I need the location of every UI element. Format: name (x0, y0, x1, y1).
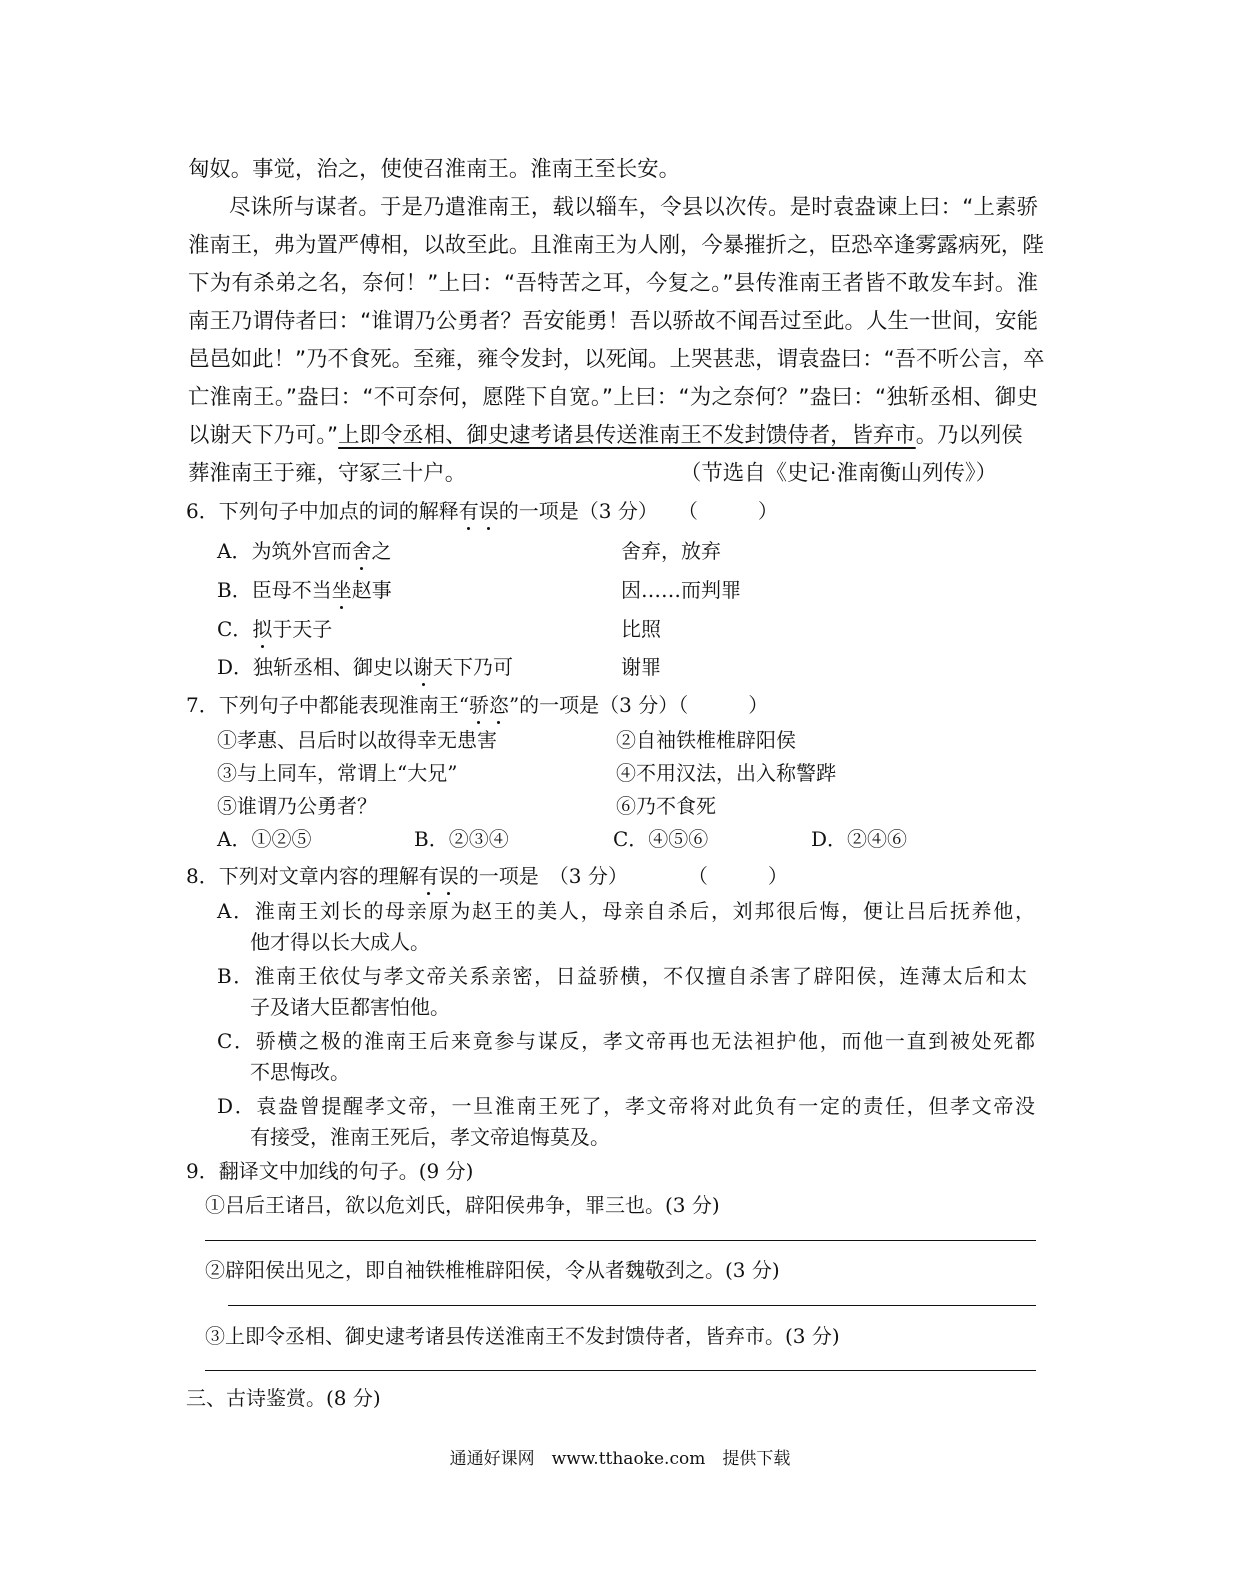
q6-option-a-explain: 舍弃，放弃 (621, 539, 721, 563)
q9-stem: 9．翻译文中加线的句子。(9 分) (186, 1159, 474, 1183)
q6-stem-post: 的一项是（3 分） （ ） (498, 499, 778, 523)
q9-answer-line-3[interactable] (205, 1370, 1036, 1371)
q9-answer-line-1[interactable] (205, 1240, 1036, 1241)
q6-c-dotted: 拟 (252, 617, 273, 641)
q6-option-b (217, 576, 392, 604)
passage-line-2: 尽诛所与谋者。于是乃遣淮南王，载以辎车，令县以次传。是时袁盎谏上曰：“上素骄 (229, 195, 1038, 220)
q6-option-d (217, 653, 513, 681)
q7-item-4: ④不用汉法，出入称警跸 (616, 761, 836, 785)
q9-answer-line-2[interactable] (228, 1305, 1036, 1306)
q6-dotted-2: 误 (478, 499, 499, 523)
q9-item-2: ②辟阳侯出见之，即自袖铁椎椎辟阳侯，令从者魏敬刭之。(3 分) (205, 1258, 780, 1282)
q8-option-d-line-2: 有接受，淮南王死后，孝文帝追悔莫及。 (250, 1125, 610, 1149)
q6-d-label: D．独斩丞相、御史以 (217, 655, 414, 679)
q6-b-label: B．臣母不当 (217, 578, 332, 602)
q8-option-a-line-1: A．淮南王刘长的母亲原为赵王的美人，母亲自杀后，刘邦很后悔，便让吕后抚养他， (217, 899, 1035, 923)
q6-a-after: 之 (371, 539, 392, 563)
q6-d-dotted: 谢 (413, 655, 434, 679)
underlined-sentence: 上即令丞相、御史逮考诸县传送淮南王不发封馈侍者，皆弃市 (338, 423, 916, 448)
passage-line-3: 淮南王，弗为置严傅相，以故至此。且淮南王为人刚，今暴摧折之，臣恐卒逢雾露病死，陛 (188, 233, 1044, 258)
q8-option-d-line-1: D．袁盎曾提醒孝文帝，一旦淮南王死了，孝文帝将对此负有一定的责任，但孝文帝没 (217, 1094, 1035, 1118)
passage-source: （节选自《史记·淮南衡山列传》） (680, 461, 997, 486)
q6-dotted-1: 有 (458, 499, 479, 523)
q7-item-3: ③与上同车，常谓上“大兄” (217, 761, 458, 785)
q8-option-b-line-1: B．淮南王依仗与孝文帝关系亲密，日益骄横，不仅擅自杀害了辟阳侯，连薄太后和太 (217, 964, 1027, 988)
q6-option-c-explain: 比照 (621, 617, 661, 641)
q8-stem-post: 的一项是 （3 分） （ ） (458, 864, 788, 888)
passage-line-8-post: 。乃以列侯 (915, 423, 1023, 448)
q6-b-after: 赵事 (351, 578, 392, 602)
q7-item-2: ②自袖铁椎椎辟阳侯 (616, 728, 796, 752)
q7-dotted-1: 骄 (468, 693, 489, 717)
q7-item-5: ⑤谁谓乃公勇者？ (217, 794, 377, 818)
q6-option-d-explain: 谢罪 (621, 655, 661, 679)
q7-choice-c: C．④⑤⑥ (613, 827, 709, 851)
q6-option-a (217, 537, 391, 565)
q7-stem (186, 691, 768, 719)
q9-item-1: ①吕后王诸吕，欲以危刘氏，辟阳侯弗争，罪三也。(3 分) (205, 1193, 720, 1217)
q6-a-label: A．为筑外宫而 (217, 539, 352, 563)
q6-b-dotted: 坐 (331, 578, 352, 602)
q7-choice-a: A．①②⑤ (217, 827, 312, 851)
passage-line-8-pre: 以谢天下乃可。” (188, 423, 339, 448)
passage-line-4: 下为有杀弟之名，奈何！”上曰：“吾特苦之耳，今复之。”县传淮南王者皆不敢发车封。淮 (188, 271, 1038, 296)
q8-dotted-2: 误 (438, 864, 459, 888)
q6-c-label: C． (217, 617, 253, 641)
passage-line-7: 亡淮南王。”盎曰：“不可奈何，愿陛下自宽。”上曰：“为之奈何？”盎曰：“独斩丞相、御史 (188, 385, 1038, 410)
q6-option-b-explain: 因……而判罪 (621, 578, 741, 602)
q8-stem-pre: 8．下列对文章内容的理解 (186, 864, 419, 888)
q8-option-b-line-2: 子及诸大臣都害怕他。 (250, 995, 450, 1019)
q8-stem (186, 862, 788, 890)
q7-dotted-2: 恣 (488, 693, 509, 717)
q7-stem-pre: 7．下列句子中都能表现淮南王“ (186, 693, 469, 717)
page-footer: 通通好课网 www.tthaoke.com 提供下载 (449, 1449, 791, 1469)
q7-stem-post: ”的一项是（3 分）（ ） (508, 693, 769, 717)
q6-c-after: 于天子 (272, 617, 333, 641)
q6-stem-pre: 6．下列句子中加点的词的解释 (186, 499, 459, 523)
q8-dotted-1: 有 (418, 864, 439, 888)
passage-line-9: 葬淮南王于雍，守冢三十户。 (188, 461, 467, 486)
q7-choice-b: B．②③④ (414, 827, 509, 851)
passage-line-8 (188, 422, 1038, 450)
q8-option-a-line-2: 他才得以长大成人。 (250, 930, 430, 954)
section-3-heading: 三、古诗鉴赏。(8 分) (186, 1386, 381, 1410)
q6-a-dotted: 舍 (351, 539, 372, 563)
passage-line-6: 邑邑如此！”乃不食死。至雍，雍令发封，以死闻。上哭甚悲，谓袁盎曰：“吾不听公言，卒 (188, 347, 1045, 372)
q8-option-c-line-2: 不思悔改。 (250, 1060, 350, 1084)
q8-option-c-line-1: C．骄横之极的淮南王后来竟参与谋反，孝文帝再也无法袒护他，而他一直到被处死都 (217, 1029, 1035, 1053)
q6-stem (186, 497, 778, 525)
q7-item-6: ⑥乃不食死 (616, 794, 716, 818)
q9-item-3: ③上即令丞相、御史逮考诸县传送淮南王不发封馈侍者，皆弃市。(3 分) (205, 1324, 840, 1348)
q6-option-c (217, 615, 332, 643)
q7-choice-d: D．②④⑥ (811, 827, 908, 851)
passage-line-5: 南王乃谓侍者曰：“谁谓乃公勇者？吾安能勇！吾以骄故不闻吾过至此。人生一世间，安能 (188, 309, 1038, 334)
q7-item-1: ①孝惠、吕后时以故得幸无患害 (217, 728, 497, 752)
q6-d-after: 天下乃可 (433, 655, 514, 679)
passage-line-1: 匈奴。事觉，治之，使使召淮南王。淮南王至长安。 (188, 157, 680, 182)
